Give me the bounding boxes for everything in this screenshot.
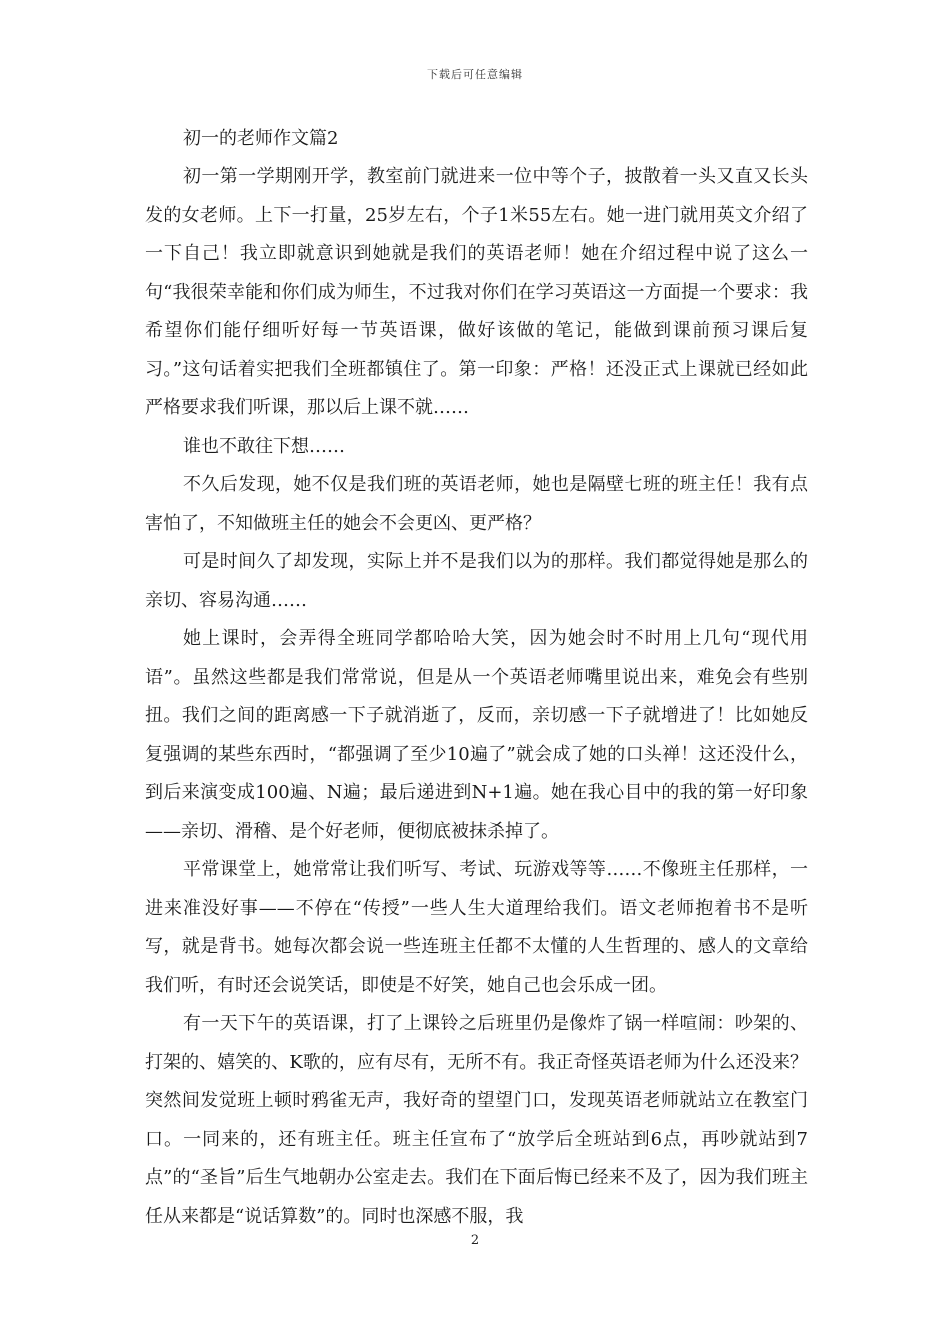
paragraph: 平常课堂上，她常常让我们听写、考试、玩游戏等等……不像班主任那样，一进来准没好事——不停在“传授”一些人生大道理给我们。语文老师抱着书不是听写，就是背书。她每次都会说一些连班主任都不太懂的人生哲理的、感人的文章给我们听，有时还会说笑话，即使是不好笑，她自己也会乐成一团。 <box>145 859 808 996</box>
page-number: 2 <box>470 1233 480 1248</box>
document-title: 初一的老师作文篇2 <box>183 128 339 149</box>
paragraph: 不久后发现，她不仅是我们班的英语老师，她也是隔壁七班的班主任！我有点害怕了，不知做班主任的她会不会更凶、更严格？ <box>145 474 808 534</box>
page-header: 下载后可任意编辑 <box>427 68 523 81</box>
document-body <box>145 120 808 1236</box>
paragraph: 她上课时，会弄得全班同学都哈哈大笑，因为她会时不时用上几句“现代用语”。虽然这些都是我们常常说，但是从一个英语老师嘴里说出来，难免会有些别扭。我们之间的距离感一下子就消逝了，反而，亲切感一下子就增进了！比如她反复强调的某些东西时，“都强调了至少10遍了”就会成了她的口头禅！这还没什么，到后来演变成100遍、N遍；最后递进到N+1遍。她在我心目中的我的第一好印象——亲切、滑稽、是个好老师，便彻底被抹杀掉了。 <box>145 628 808 842</box>
paragraph: 可是时间久了却发现，实际上并不是我们以为的那样。我们都觉得她是那么的亲切、容易沟通…… <box>145 551 808 611</box>
paragraph: 谁也不敢往下想…… <box>183 435 345 457</box>
paragraph: 有一天下午的英语课，打了上课铃之后班里仍是像炸了锅一样喧闹：吵架的、打架的、嬉笑的、K歌的，应有尽有，无所不有。我正奇怪英语老师为什么还没来？突然间发觉班上顿时鸦雀无声，我好奇的望望门口，发现英语老师就站立在教室门口。一同来的，还有班主任。班主任宣布了“放学后全班站到6点，再吵就站到7点”的“圣旨”后生气地朝办公室走去。我们在下面后悔已经来不及了，因为我们班主任从来都是“说话算数”的。同时也深感不服，我 <box>145 1013 808 1227</box>
paragraph: 初一第一学期刚开学，教室前门就进来一位中等个子，披散着一头又直又长头发的女老师。上下一打量，25岁左右，个子1米55左右。她一进门就用英文介绍了一下自己！我立即就意识到她就是我们的英语老师！她在介绍过程中说了这么一句“我很荣幸能和你们成为师生，不过我对你们在学习英语这一方面提一个要求：我希望你们能仔细听好每一节英语课，做好该做的笔记，能做到课前预习课后复习。”这句话着实把我们全班都镇住了。第一印象：严格！还没正式上课就已经如此严格要求我们听课，那以后上课不就…… <box>145 166 808 418</box>
